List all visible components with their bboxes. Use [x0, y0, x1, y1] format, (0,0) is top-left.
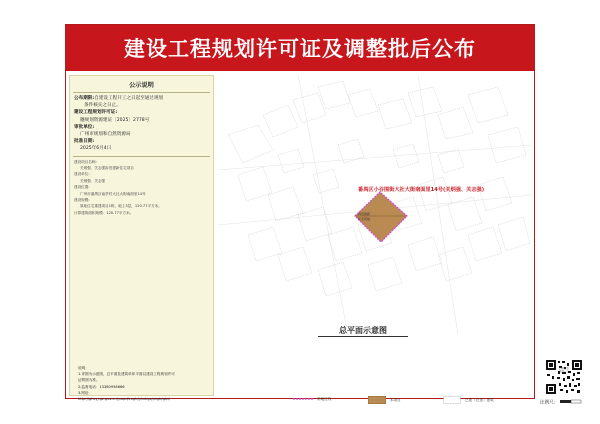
- legend-redline: [293, 396, 331, 402]
- location-label: 番禺区小谷围街大社大街南面里14号(关炳强、关志强): [358, 187, 485, 193]
- notes-line-4: 3.网址：: [78, 390, 93, 395]
- project-name-label: 建设项目名称:: [74, 159, 97, 164]
- location-label: 建设位置:: [74, 185, 90, 190]
- date-label: 批准日期:: [74, 139, 95, 145]
- notes-url[interactable]: http://ghzyj.gz.gov.cn/ywpd/csgh/ghxkgs/phgb/gbt/: [78, 397, 171, 402]
- qr-caption-line-1: 扫码查看: [559, 367, 569, 370]
- scale-value: 原址住宅重建项目1栋，地上3层，120.77平方米。: [80, 204, 162, 209]
- legend-label-project: 本项目: [390, 397, 401, 402]
- panel-heading: 公示说明: [129, 82, 154, 89]
- permit-label: 建设工程规划许可证:: [74, 110, 118, 116]
- plot-label-2: 住宅用地: [358, 217, 371, 221]
- redline-swatch-icon: [293, 396, 313, 402]
- notes-block: [74, 365, 214, 402]
- site-plan-drawing: [218, 75, 532, 335]
- info-panel: [69, 75, 214, 402]
- authority-value: 广州市规划和自然资源局: [80, 132, 131, 138]
- permit-value: 穗规划资源建证〔2025〕2778号: [80, 117, 150, 123]
- divider: [73, 156, 210, 157]
- legend-existing: [443, 396, 494, 404]
- location-value: 广州市番禺区南亭村大社大街南面里14号: [80, 191, 146, 196]
- period-label: 公布期限:: [74, 96, 95, 101]
- legend-project: [368, 396, 401, 404]
- area-value: 计算建筑面积规模：120.77平方米。: [74, 210, 134, 215]
- authority-label: 审批单位:: [74, 124, 95, 130]
- qr-code-icon[interactable]: [544, 352, 584, 396]
- notes-line-3: 2.监督电话：13380958666: [78, 384, 125, 389]
- plot-label-1: 拆旧建新: [358, 212, 371, 216]
- project-swatch-icon: [368, 396, 386, 404]
- legend-label-redline: 用地红线: [317, 396, 332, 401]
- period-value-2: 条件核实之日止。: [84, 103, 121, 109]
- notice-board: [65, 24, 559, 406]
- notes-line-1: 1.详图为示意图，总平面及建筑单体平面以建设工程规划许可: [78, 372, 175, 377]
- map-legend: [293, 396, 533, 408]
- period-row: [70, 95, 213, 102]
- scale-label: 建设规模:: [74, 198, 90, 203]
- qr-caption: [540, 367, 588, 373]
- developer-value: 关炳强、关志强: [80, 178, 106, 183]
- existing-building-swatch-icon: [443, 396, 461, 404]
- qr-caption-line-2: 规划公示: [559, 370, 569, 373]
- plan-title-underline: [318, 336, 408, 337]
- page-title: 建设工程规划许可证及调整批后公布: [66, 25, 534, 71]
- scale-bar-icon: [560, 399, 582, 405]
- developer-label: 建设单位:: [74, 172, 90, 177]
- plan-title: 总平面示意图: [339, 326, 387, 335]
- scale-bar: [540, 399, 582, 406]
- notes-title: 说明：: [78, 366, 89, 370]
- divider: [73, 92, 210, 93]
- scale-label: 比例尺：: [540, 400, 559, 406]
- site-plan-map: [218, 75, 559, 406]
- period-value-1: 自建设工程开工之日起至通过规划: [94, 96, 164, 101]
- legend-label-existing: 已建（在建）建筑: [465, 397, 494, 402]
- notes-line-2: 证附图为准。: [78, 378, 100, 383]
- project-name-value: 关炳强、关志强拆旧建新住宅项目: [80, 166, 134, 171]
- date-value: 2025年6月4日: [80, 146, 112, 152]
